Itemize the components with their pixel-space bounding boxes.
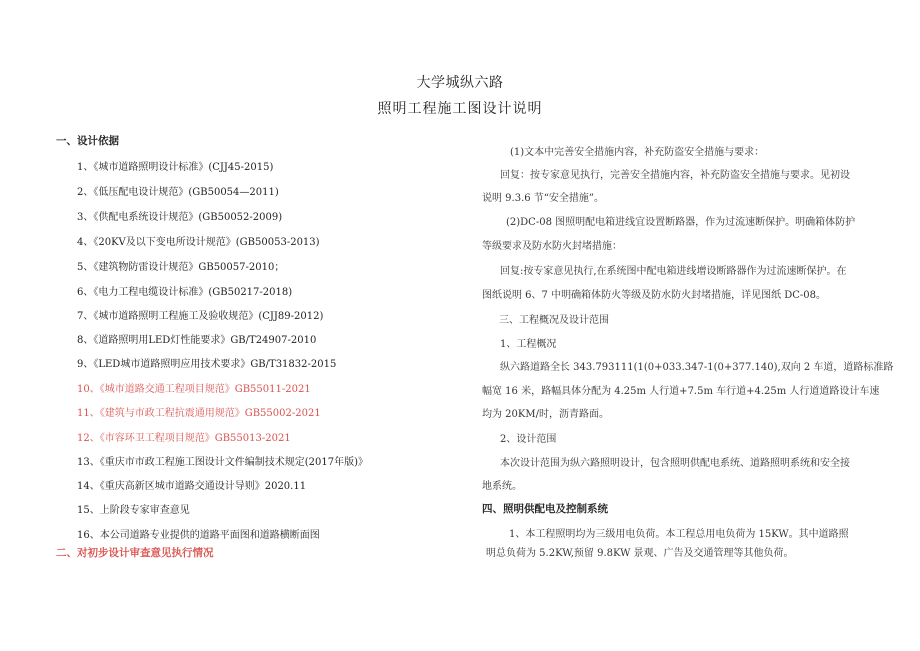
ref-item: 13、《重庆市市政工程施工图设计文件编制技术规定(2017年版)》 <box>77 457 368 468</box>
scope-paragraph-line2: 地系统。 <box>482 481 522 492</box>
ref-item-new: 12、《市容环卫工程项目规范》GB55013-2021 <box>77 433 291 444</box>
ref-item-new: 11、《建筑与市政工程抗震通用规范》GB55002-2021 <box>77 408 321 419</box>
review-item-2-line1: (2)DC-08 图照明配电箱进线宜设置断路器，作为过流速断保护。明确箱体防护 <box>506 217 856 228</box>
power-paragraph-line2: 明总负荷为 5.2KW,预留 9.8KW 景观、广告及交通管理等其他负荷。 <box>486 548 794 559</box>
review-reply-2-line2: 图纸说明 6、7 中明确箱体防火等级及防水防火封堵措施，详见图纸 DC-08。 <box>482 290 827 301</box>
doc-title: 大学城纵六路 <box>416 75 504 91</box>
ref-item: 7、《城市道路照明工程施工及验收规范》(CJJ89-2012) <box>77 311 324 322</box>
ref-item: 9、《LED城市道路照明应用技术要求》GB/T31832-2015 <box>77 359 337 370</box>
section-review-execution: 二、对初步设计审查意见执行情况 <box>56 547 214 559</box>
review-reply-1-line2: 说明 9.3.6 节“安全措施”。 <box>482 193 605 204</box>
ref-item: 5、《建筑物防雷设计规范》GB50057-2010； <box>77 262 285 273</box>
review-item-1: (1)文本中完善安全措施内容，补充防盗安全措施与要求： <box>510 147 765 158</box>
ref-item: 1、《城市道路照明设计标准》(CJJ45-2015) <box>77 162 274 173</box>
review-reply-1-line1: 回复：按专家意见执行，完善安全措施内容，补充防盗安全措施与要求。见初设 <box>500 170 850 181</box>
ref-item: 14、《重庆高新区城市道路交通设计导则》2020.11 <box>77 481 307 492</box>
subsection-project-overview: 1、工程概况 <box>500 339 557 350</box>
subsection-design-scope: 2、设计范围 <box>500 434 557 445</box>
section-power-control: 四、照明供配电及控制系统 <box>482 503 608 515</box>
doc-subtitle: 照明工程施工图设计说明 <box>377 101 543 117</box>
ref-item: 15、上阶段专家审查意见 <box>77 505 190 516</box>
overview-paragraph-line3: 均为 20KM/时，沥青路面。 <box>482 409 609 420</box>
section-overview: 三、工程概况及设计范围 <box>499 315 609 326</box>
review-item-2-line2: 等级要求及防水防火封堵措施： <box>482 241 622 252</box>
section-design-basis: 一、设计依据 <box>56 135 119 147</box>
ref-item: 4、《20KV及以下变电所设计规范》(GB50053-2013) <box>77 237 320 248</box>
ref-item: 3、《供配电系统设计规范》(GB50052-2009) <box>77 212 283 223</box>
overview-paragraph-line2: 幅宽 16 米，路幅具体分配为 4.25m 人行道+7.5m 车行道+4.25m 人行道道路设计车速 <box>482 386 880 397</box>
overview-paragraph-line1: 纵六路道路全长 343.793111(1(0+033.347-1(0+377.140),双向 2 车道，道路标准路 <box>500 362 894 373</box>
scope-paragraph-line1: 本次设计范围为纵六路照明设计，包含照明供配电系统、道路照明系统和安全接 <box>500 458 850 469</box>
ref-item: 2、《低压配电设计规范》(GB50054—2011) <box>77 187 279 198</box>
ref-item: 6、《电力工程电缆设计标准》(GB50217-2018) <box>77 287 293 298</box>
ref-item: 16、本公司道路专业提供的道路平面图和道路横断面图 <box>77 530 320 541</box>
ref-item-new: 10、《城市道路交通工程项目规范》GB55011-2021 <box>77 384 311 395</box>
power-paragraph-line1: 1、本工程照明均为三级用电负荷。本工程总用电负荷为 15KW。其中道路照 <box>509 529 849 540</box>
ref-item: 8、《道路照明用LED灯性能要求》GB/T24907-2010 <box>77 335 317 346</box>
review-reply-2-line1: 回复:按专家意见执行,在系统图中配电箱进线增设断路器作为过流速断保护。在 <box>500 266 847 277</box>
